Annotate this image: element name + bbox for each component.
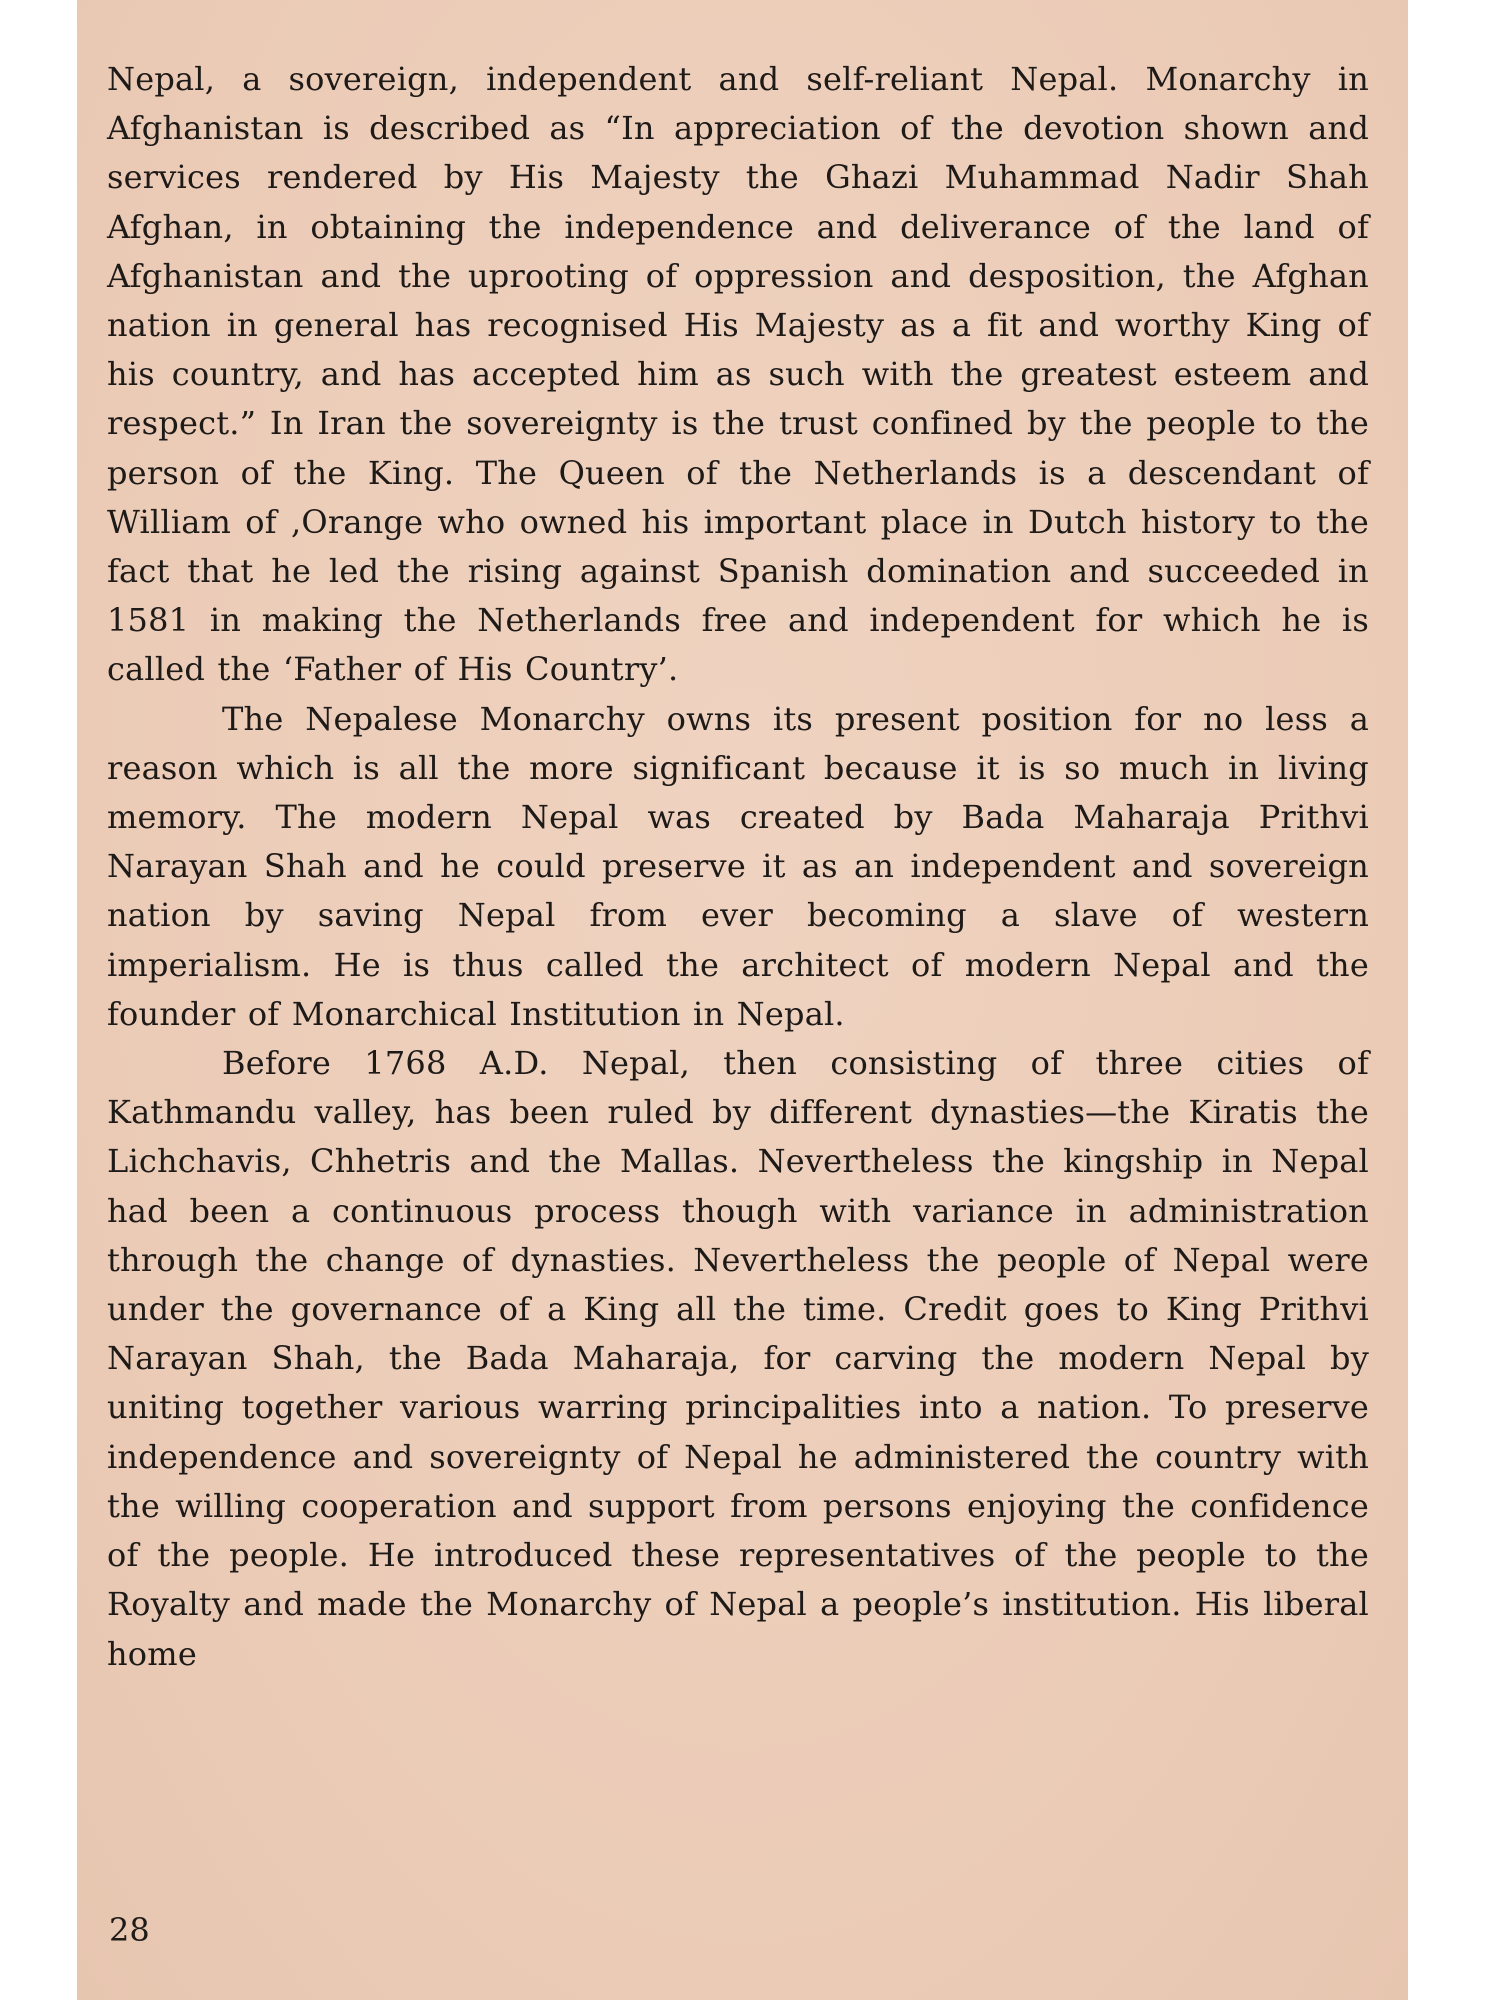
paragraph-nepalese-monarchy: The Nepalese Monarchy owns its present position for no less a reason which is all the more significant because it is so much in living memory. The modern Nepal was created by Bada Maharaja Prithvi Narayan Shah and he could preserve it as an independent and sovereign nation by saving Nepal from ever becoming a slave of western imperialism. He is thus called the architect of modern Nepal and the founder of Monarchical Institution in Nepal.: [107, 699, 1369, 1033]
body-text: [107, 55, 1369, 1679]
page-number: 28: [109, 1911, 150, 1949]
paragraph-before-1768: Before 1768 A.D. Nepal, then consisting of three cities of Kathmandu valley, has been ruled by different dynasties—the Kiratis the Lichchavis, Chhetris and the Mallas. Nevertheless the kingship in Nepal had been a continuous process though with variance in administration through the change of dynasties. Nevertheless the people of Nepal were under the governance of a King all the time. Credit goes to King Prithvi Narayan Shah, the Bada Maharaja, for carving the modern Nepal by uniting together various warring principalities into a nation. To preserve independence and sovereignty of Nepal he administered the country with the willing cooperation and support from persons enjoying the confidence of the people. He introduced these representatives of the people to the Royalty and made the Monarchy of Nepal a people’s institution. His liberal home: [107, 1044, 1369, 1673]
book-page: [77, 0, 1408, 2000]
paragraph-continuation: Nepal, a sovereign, independent and self-reliant Nepal. Monarchy in Afghanistan is described as “In appreciation of the devotion shown and services rendered by His Majesty the Ghazi Muhammad Nadir Shah Afghan, in obtaining the independence and deliverance of the land of Afghanistan and the uprooting of oppression and desposition, the Afghan nation in general has recognised His Majesty as a fit and worthy King of his country, and has accepted him as such with the greatest esteem and respect.” In Iran the sovereignty is the trust confined by the people to the person of the King. The Queen of the Netherlands is a descendant of William of ,Orange who owned his important place in Dutch history to the fact that he led the rising against Spanish domination and succeeded in 1581 in making the Netherlands free and independent for which he is called the ‘Father of His Country’.: [107, 60, 1369, 689]
